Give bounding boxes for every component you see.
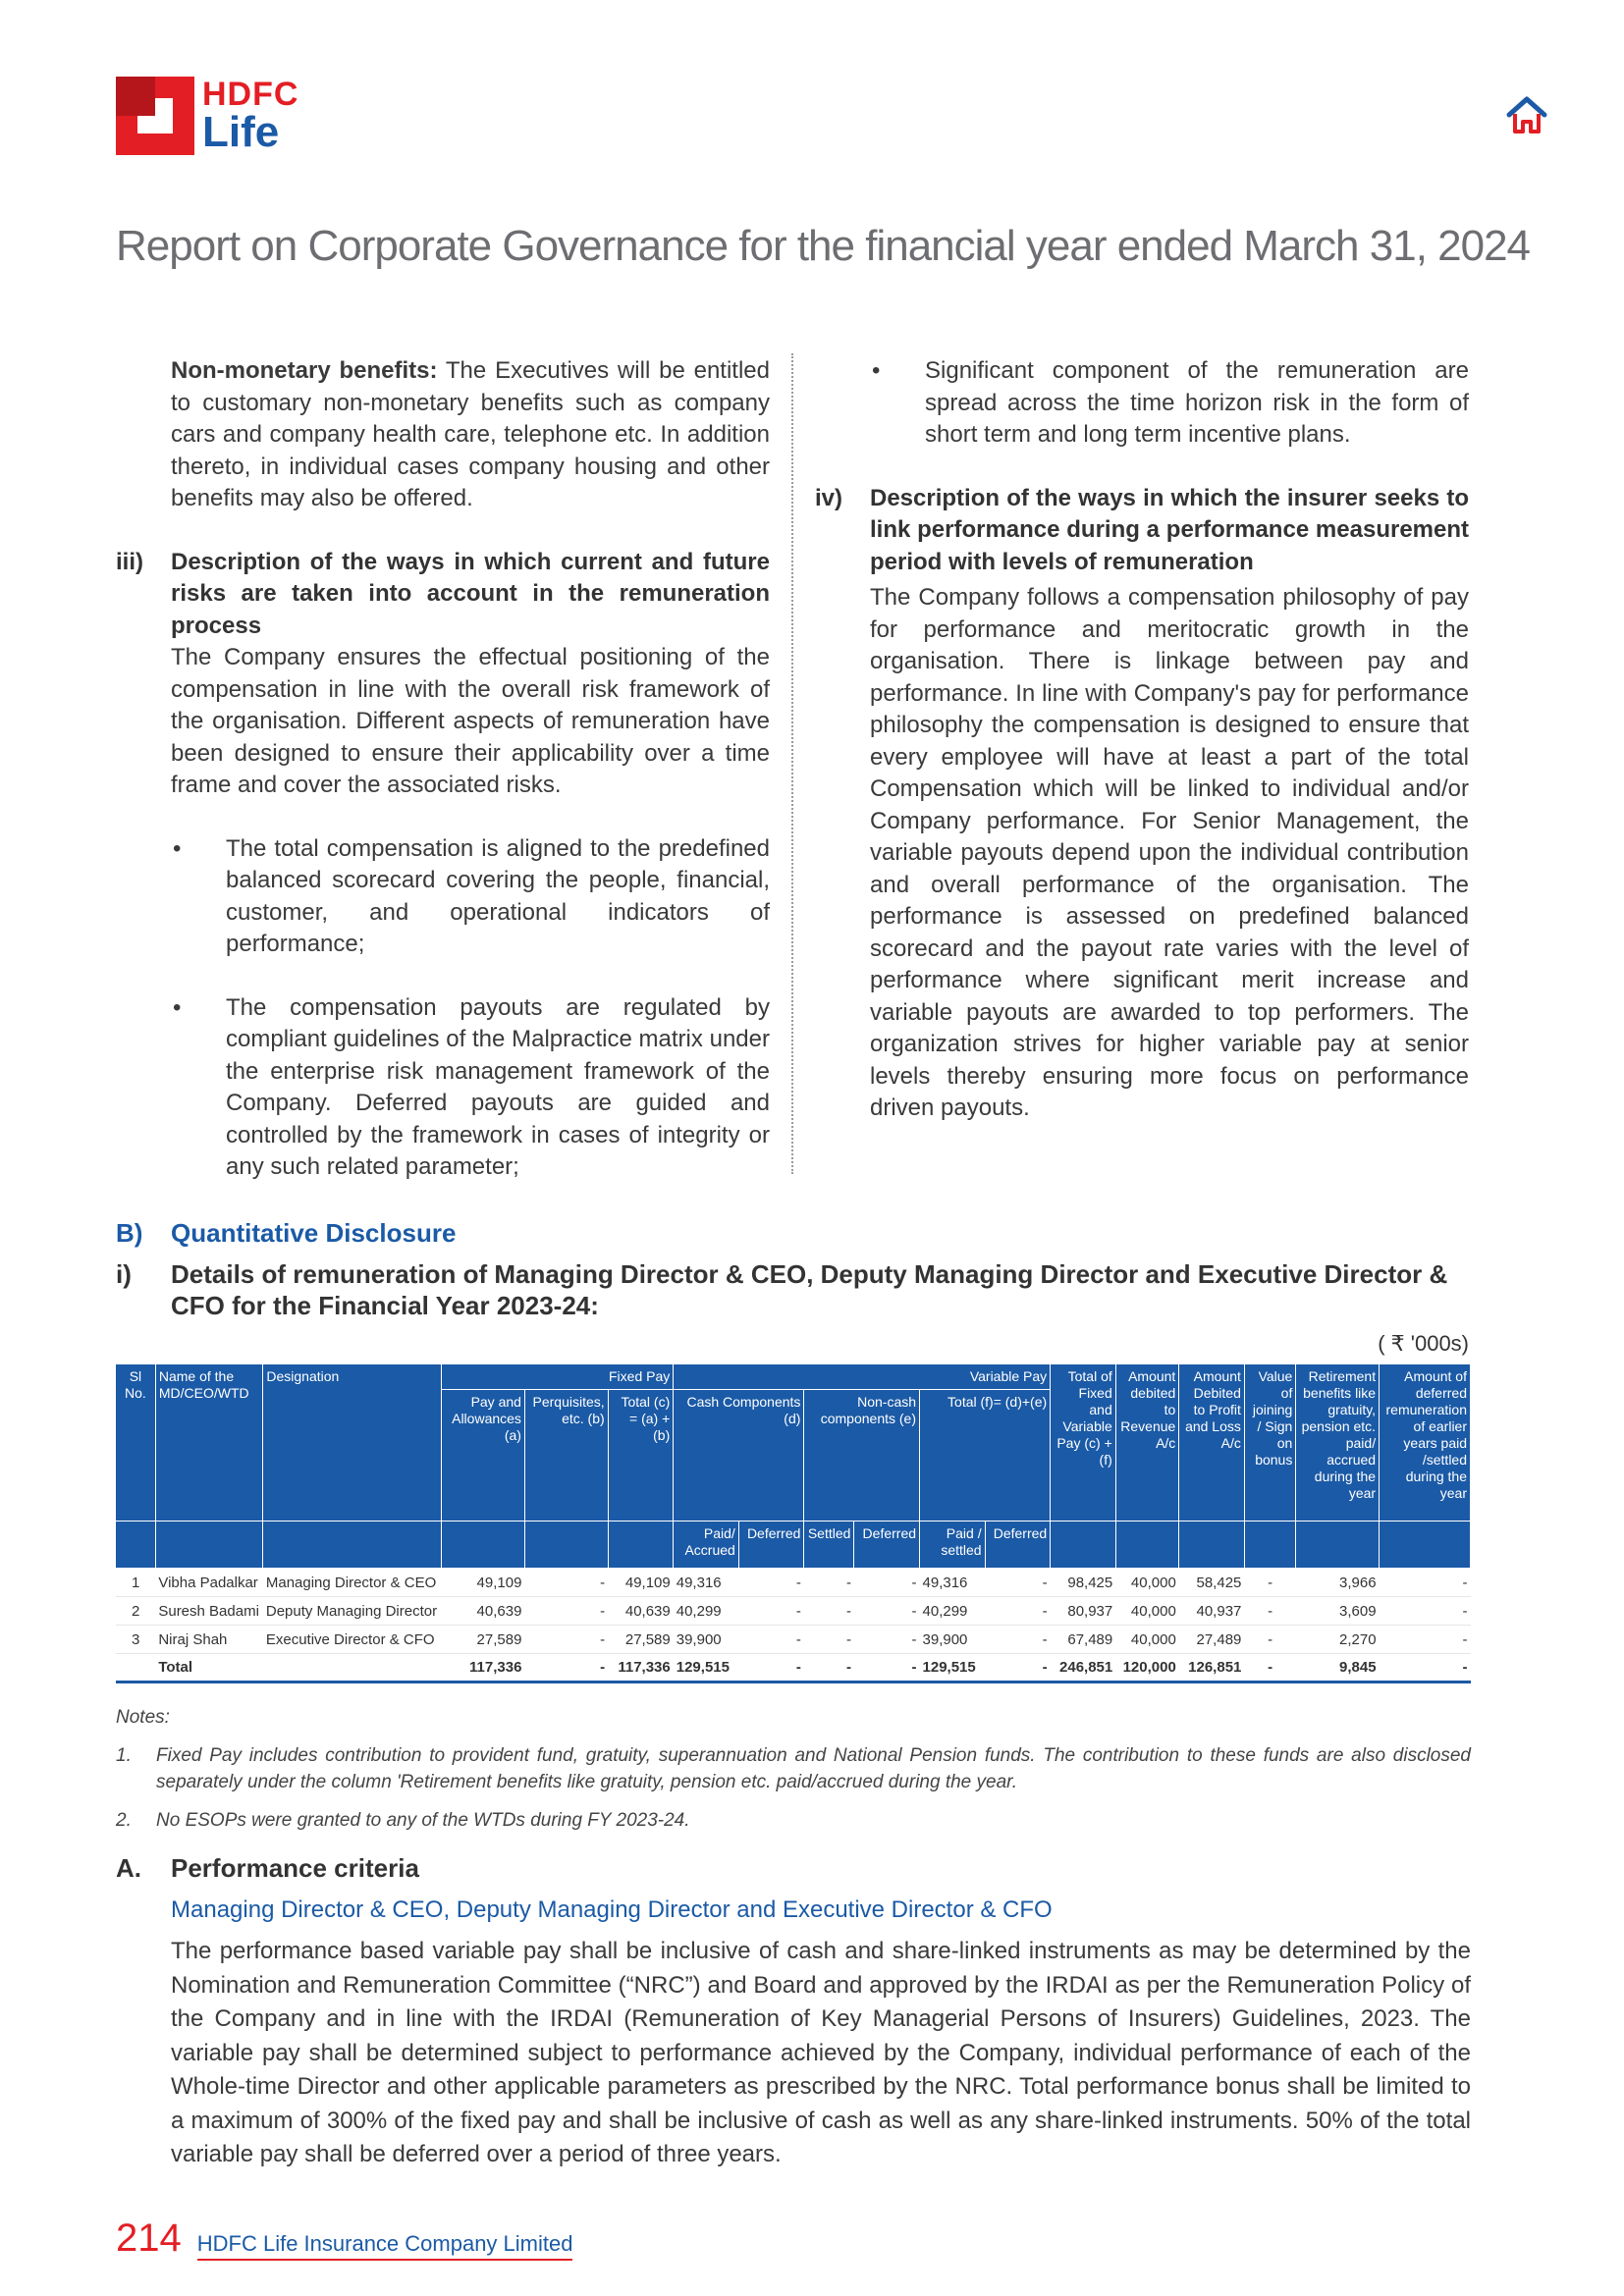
cell-name: Suresh Badami [155,1597,263,1626]
remuneration-table [116,1364,1471,1683]
col-header-designation: Designation [263,1364,442,1522]
section-iii-number: iii) [116,548,143,575]
cell-total-fixed-variable: 98,425 [1051,1569,1116,1597]
performance-criteria-heading [116,1853,419,1884]
col-header-fixed-pay: Fixed Pay [442,1364,674,1390]
page-footer [116,2216,572,2261]
cell-retirement: 2,270 [1296,1626,1380,1654]
cell-empty [263,1654,442,1682]
non-monetary-label: Non-monetary benefits: [171,357,438,384]
note-number: 2. [116,1810,132,1831]
cell-noncash-deferred: - [854,1654,920,1682]
currency-unit: ( ₹ '000s) [1378,1331,1469,1356]
bullet-text: The compensation payouts are regulated by compliant guidelines of the Malpractice matrix under the enterprise risk management framework of the Company. Deferred payouts are guided and controlled by the framework in cases of integrity or any such related parameter; [226,993,770,1180]
section-i-heading [116,1258,1471,1321]
col-header-retirement: Retirement benefits like gratuity, pension etc. paid/ accrued during the year [1296,1364,1380,1522]
notes-label: Notes: [116,1707,170,1728]
table-notes [116,1704,1471,1834]
bullet-icon: • [173,834,182,862]
footer-company-link[interactable]: HDFC Life Insurance Company Limited [197,2231,573,2261]
note-item [116,1742,1471,1795]
col-header-cash-components: Cash Components (d) [674,1390,804,1522]
col-header-profit-loss: Amount Debited to Profit and Loss A/c [1179,1364,1245,1522]
cell-name: Niraj Shah [155,1626,263,1654]
column-divider [791,353,793,1174]
cell-designation: Executive Director & CFO [263,1626,442,1654]
bullet-icon: • [173,993,182,1021]
col-header-settled: Settled [804,1522,854,1569]
cell-designation: Managing Director & CEO [263,1569,442,1597]
cell-noncash-settled: - [804,1626,854,1654]
left-column [116,355,770,1184]
cell-perquisites: - [524,1654,608,1682]
col-header-deferred: Deferred [854,1522,920,1569]
cell-sl: 3 [116,1626,155,1654]
non-monetary-benefits [171,355,770,515]
cell-cash-paid: 129,515 [674,1654,739,1682]
col-header-empty [1380,1522,1471,1569]
cell-total-c: 49,109 [608,1569,674,1597]
section-b-heading [116,1218,456,1249]
performance-criteria-subtitle: Managing Director & CEO, Deputy Managing Director and Executive Director & CFO [171,1896,1053,1923]
section-iv-heading [815,483,1469,579]
col-header-sl: Sl No. [116,1364,155,1522]
cell-total-f-deferred: - [985,1654,1051,1682]
section-iii-title: Description of the ways in which current and future risks are taken into account in the remuneration process [171,548,770,639]
col-header-deferred-earlier: Amount of deferred remuneration of earlier years paid /settled during the year [1380,1364,1471,1522]
cell-perquisites: - [524,1569,608,1597]
logo-text-hdfc: HDFC [202,76,299,113]
col-header-pay-allowances: Pay and Allowances (a) [442,1390,525,1522]
cell-noncash-deferred: - [854,1597,920,1626]
cell-total-label: Total [155,1654,263,1682]
non-monetary-text: The Executives will be entitled to customary non-monetary benefits such as company cars and company health care, telephone etc. In addition thereto, in individual cases company housing and other benefits may also be offered. [171,357,770,511]
cell-noncash-deferred: - [854,1626,920,1654]
cell-joining-bonus: - [1244,1626,1295,1654]
cell-total-fixed-variable: 80,937 [1051,1597,1116,1626]
cell-noncash-settled: - [804,1654,854,1682]
col-header-revenue: Amount debited to Revenue A/c [1115,1364,1179,1522]
cell-deferred-earlier: - [1380,1654,1471,1682]
cell-cash-deferred: - [738,1654,804,1682]
section-iv-number: iv) [815,484,843,511]
cell-revenue: 120,000 [1115,1654,1179,1682]
section-i-title: Details of remuneration of Managing Director & CEO, Deputy Managing Director and Executive Director & CFO for the Financial Year 2023-24: [171,1259,1448,1320]
cell-empty [116,1654,155,1682]
cell-pay-allowances: 40,639 [442,1597,525,1626]
table-row [116,1569,1471,1597]
col-header-empty [608,1522,674,1569]
section-iii-heading [116,547,770,643]
cell-revenue: 40,000 [1115,1597,1179,1626]
col-header-noncash-components: Non-cash components (e) [804,1390,920,1522]
col-header-empty [155,1522,263,1569]
table-row [116,1626,1471,1654]
cell-joining-bonus: - [1244,1654,1295,1682]
cell-cash-paid: 39,900 [674,1626,739,1654]
cell-total-f-paid: 129,515 [920,1654,986,1682]
cell-profit-loss: 27,489 [1179,1626,1245,1654]
cell-noncash-settled: - [804,1597,854,1626]
cell-total-f-paid: 39,900 [920,1626,986,1654]
table-total-row [116,1654,1471,1682]
section-a-title: Performance criteria [171,1853,419,1883]
col-header-total-fixed-variable: Total of Fixed and Variable Pay (c) +(f) [1051,1364,1116,1522]
cell-deferred-earlier: - [1380,1569,1471,1597]
cell-perquisites: - [524,1626,608,1654]
logo-text-life: Life [202,108,280,156]
cell-retirement: 3,609 [1296,1597,1380,1626]
col-header-total-f: Total (f)= (d)+(e) [920,1390,1051,1522]
cell-sl: 2 [116,1597,155,1626]
cell-noncash-settled: - [804,1569,854,1597]
performance-criteria-body: The performance based variable pay shall be inclusive of cash and share-linked instruments as may be determined by the Nomination and Remuneration Committee (“NRC”) and Board and approved by the IRDAI as per the Remuneration Policy of the Company and in line with the IRDAI (Remuneration of Key Managerial Persons of Insurers) Guidelines, 2023. The variable pay shall be determined subject to performance achieved by the Company, individual performance of each of the Whole-time Director and other applicable parameters as prescribed by the NRC. Total performance bonus shall be limited to a maximum of 300% of the fixed pay and shall be inclusive of cash as well as any share-linked instruments. 50% of the total variable pay shall be deferred over a period of three years. [171,1938,1471,2167]
right-column [815,355,1469,1125]
note-number: 1. [116,1745,132,1766]
cell-total-f-deferred: - [985,1626,1051,1654]
col-header-empty [442,1522,525,1569]
cell-retirement: 3,966 [1296,1569,1380,1597]
table-row [116,1597,1471,1626]
cell-designation: Deputy Managing Director [263,1597,442,1626]
cell-total-c: 27,589 [608,1626,674,1654]
cell-perquisites: - [524,1597,608,1626]
bullet-text: Significant component of the remuneration are spread across the time horizon risk in the form of short term and long term incentive plans. [925,357,1469,448]
section-iii-paragraph: The Company ensures the effectual positioning of the compensation in line with the overall risk framework of the organisation. Different aspects of remuneration have been designed to ensure their applicability over a time frame and cover the associated risks. [171,644,770,798]
note-item [116,1807,1471,1834]
section-b-number: B) [116,1218,143,1248]
cell-joining-bonus: - [1244,1569,1295,1597]
section-a-number: A. [116,1853,141,1883]
col-header-empty [1179,1522,1245,1569]
cell-revenue: 40,000 [1115,1569,1179,1597]
cell-profit-loss: 126,851 [1179,1654,1245,1682]
bullet-item [171,992,770,1184]
bullet-item [171,833,770,961]
cell-sl: 1 [116,1569,155,1597]
section-b-title: Quantitative Disclosure [171,1218,457,1248]
page-number: 214 [116,2216,182,2260]
cell-pay-allowances: 49,109 [442,1569,525,1597]
col-header-empty [1296,1522,1380,1569]
col-header-empty [263,1522,442,1569]
cell-total-fixed-variable: 246,851 [1051,1654,1116,1682]
bullet-item [870,355,1469,452]
cell-total-c: 117,336 [608,1654,674,1682]
home-icon[interactable] [1505,95,1548,134]
cell-cash-paid: 40,299 [674,1597,739,1626]
cell-noncash-deferred: - [854,1569,920,1597]
cell-cash-paid: 49,316 [674,1569,739,1597]
col-header-deferred: Deferred [985,1522,1051,1569]
cell-cash-deferred: - [738,1597,804,1626]
cell-total-fixed-variable: 67,489 [1051,1626,1116,1654]
cell-deferred-earlier: - [1380,1597,1471,1626]
col-header-perquisites: Perquisites, etc. (b) [524,1390,608,1522]
note-text: Fixed Pay includes contribution to provident fund, gratuity, superannuation and National Pension funds. The contribution to these funds are also disclosed separately under the column 'Retirement benefits like gratuity, pension etc. paid/accrued during the year. [156,1745,1471,1792]
col-header-empty [1115,1522,1179,1569]
cell-pay-allowances: 27,589 [442,1626,525,1654]
cell-deferred-earlier: - [1380,1626,1471,1654]
col-header-paid-settled: Paid / settled [920,1522,986,1569]
col-header-total-c: Total (c) = (a) + (b) [608,1390,674,1522]
col-header-empty [1051,1522,1116,1569]
col-header-joining-bonus: Value of joining / Sign on bonus [1244,1364,1295,1522]
col-header-deferred: Deferred [738,1522,804,1569]
cell-total-f-paid: 40,299 [920,1597,986,1626]
cell-total-f-paid: 49,316 [920,1569,986,1597]
cell-profit-loss: 40,937 [1179,1597,1245,1626]
cell-total-f-deferred: - [985,1569,1051,1597]
page-title: Report on Corporate Governance for the financial year ended March 31, 2024 [116,222,1531,270]
col-header-variable-pay: Variable Pay [674,1364,1051,1390]
bullet-icon: • [872,357,881,384]
cell-total-f-deferred: - [985,1597,1051,1626]
section-iv-title: Description of the ways in which the insurer seeks to link performance during a performance measurement period with levels of remuneration [870,484,1469,575]
cell-retirement: 9,845 [1296,1654,1380,1682]
col-header-name: Name of the MD/CEO/WTD [155,1364,263,1522]
cell-pay-allowances: 117,336 [442,1654,525,1682]
col-header-paid-accrued: Paid/ Accrued [674,1522,739,1569]
bullet-text: The total compensation is aligned to the predefined balanced scorecard covering the people, financial, customer, and operational indicators of performance; [226,834,770,957]
cell-revenue: 40,000 [1115,1626,1179,1654]
col-header-empty [116,1522,155,1569]
section-i-number: i) [116,1259,132,1289]
cell-total-c: 40,639 [608,1597,674,1626]
cell-cash-deferred: - [738,1569,804,1597]
logo-mark [116,77,194,155]
col-header-empty [1244,1522,1295,1569]
hdfc-life-logo[interactable] [116,77,302,157]
col-header-empty [524,1522,608,1569]
cell-profit-loss: 58,425 [1179,1569,1245,1597]
note-text: No ESOPs were granted to any of the WTDs during FY 2023-24. [156,1810,690,1831]
cell-joining-bonus: - [1244,1597,1295,1626]
section-iv-paragraph: The Company follows a compensation philosophy of pay for performance and meritocratic growth in the organisation. There is linkage between pay and performance. In line with Company's pay for performance philosophy the compensation is designed to ensure that every employee will have at least a part of the total Compensation which will be linked to individual and/or Company performance. For Senior Management, the variable payouts depend upon the individual contribution and overall performance of the organisation. The performance is assessed on predefined balanced scorecard and the payout rate varies with the level of performance where significant merit increase and variable payouts are awarded to top performers. The organization strives for higher variable pay at senior levels thereby ensuring more focus on performance driven payouts. [870,584,1469,1121]
cell-cash-deferred: - [738,1626,804,1654]
cell-name: Vibha Padalkar [155,1569,263,1597]
